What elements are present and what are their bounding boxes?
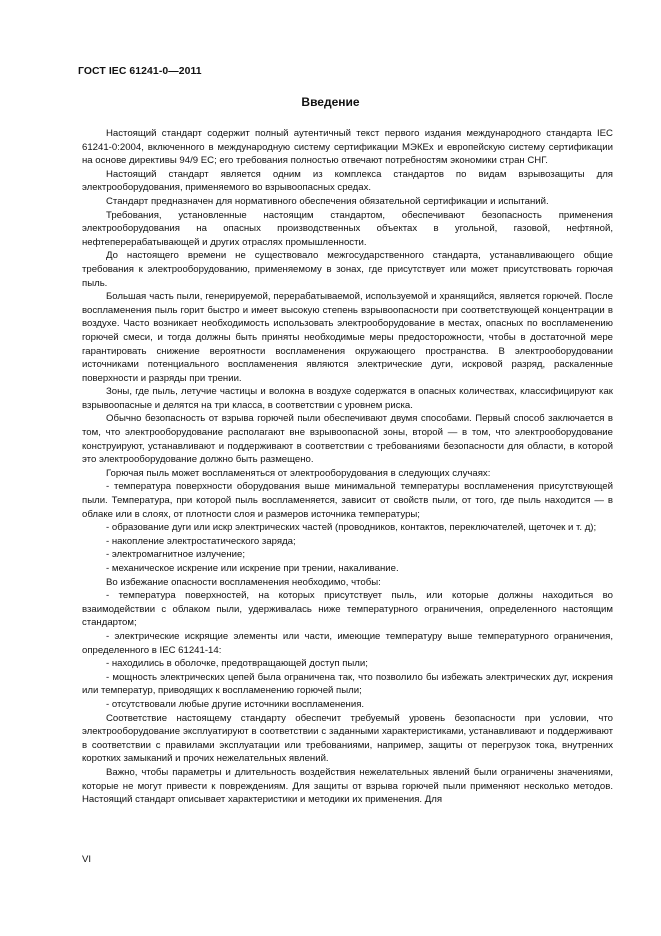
paragraph: Настоящий стандарт является одним из комплекса стандартов по видам взрывозащиты для электрооборудования, применяемого во взрывоопасных средах. [82, 168, 613, 194]
paragraph: Стандарт предназначен для нормативного обеспечения обязательной сертификации и испытаний. [106, 195, 549, 207]
list-item: - температура поверхности оборудования выше минимальной температуры воспламенения присутствующей пыли. Температура, при которой пыль воспламеняется, зависит от свойств пыли, от того, где пыль находится — в облаке или в слоях, от плотности слоя и размеров источника температуры; [82, 481, 613, 520]
list-item: - образование дуги или искр электрических частей (проводников, контактов, переключателей, щеточек и т. д); [106, 522, 597, 534]
paragraph: Во избежание опасности воспламенения необходимо, чтобы: [106, 576, 381, 588]
list-item: - отсутствовали любые другие источники воспламенения. [106, 698, 365, 710]
list-item: - накопление электростатического заряда; [106, 535, 296, 547]
list-item: - температура поверхностей, на которых присутствует пыль, или которые должны находиться во взаимодействии с облаком пыли, удерживалась ниже температурного ограничения, определенного настоящим стандартом; [82, 590, 613, 629]
paragraph: Горючая пыль может воспламеняться от электрооборудования в следующих случаях: [106, 467, 491, 479]
paragraph: До настоящего времени не существовало межгосударственного стандарта, устанавливающего общие требования к электрооборудованию, применяемому в зонах, где присутствует или может присутствовать горючая пыль. [82, 250, 613, 289]
paragraph: Соответствие настоящему стандарту обеспечит требуемый уровень безопасности при условии, что электрооборудование эксплуатируют в соответствии с заданными характеристиками, устанавливают и поддерживают в соответствии с правилами эксплуатации или требованиями, например, защиты от перегрузок тока, внутренних коротких замыканий и прочих нежелательных явлений. [82, 712, 613, 765]
paragraph: Зоны, где пыль, летучие частицы и волокна в воздухе содержатся в опасных количествах, классифицируют как взрывоопасные и делятся на три класса, в соответствии с уровнем риска. [82, 386, 613, 411]
page-number: VI [82, 854, 92, 865]
list-item: - мощность электрических цепей была ограничена так, что позволило бы избежать электрических дуг, искрения или температур, приводящих к воспламенению горючей пыли; [82, 671, 613, 697]
section-title: Введение [301, 95, 360, 109]
list-item: - находились в оболочке, предотвращающей доступ пыли; [106, 658, 368, 670]
paragraph: Требования, установленные настоящим стандартом, обеспечивают безопасность применения электрооборудования на опасных производственных объектах в угольной, газовой, нефтяной, нефтеперерабатывающей и других отраслях промышленности. [82, 209, 613, 248]
list-item: - электромагнитное излучение; [106, 549, 246, 561]
paragraph: Важно, чтобы параметры и длительность воздействия нежелательных явлений были ограничены значениями, которые не могут привести к повреждениям. Для защиты от взрыва горючей пыли применяют несколько методов. Настоящий стандарт описывает характеристики и методики их применения. Для [82, 766, 613, 806]
paragraph: Обычно безопасность от взрыва горючей пыли обеспечивают двумя способами. Первый способ заключается в том, что электрооборудование располагают вне взрывоопасной зоны, второй — в том, что электрооборудование конструируют, устанавливают и поддерживают в соответствии с требованиями безопасности для области, в которой это электрооборудование должно быть размещено. [82, 413, 613, 466]
list-item: - электрические искрящие элементы или части, имеющие температуру выше температурного ограничения, определенного в IEC 61241-14: [82, 630, 613, 656]
document-header: ГОСТ IEC 61241-0—2011 [78, 66, 202, 77]
list-item: - механическое искрение или искрение при трении, накаливание. [106, 563, 399, 574]
paragraph: Большая часть пыли, генерируемой, перерабатываемой, используемой и хранящийся, является горючей. После воспламенения пыль горит быстро и имеет высокую степень взрывоопасности при соответствующей концентрации в воздухе. Часто возникает необходимость использовать электрооборудование в местах, опасных по воспламенению горючей смеси, и тогда должны быть приняты необходимые меры предосторожности, чтобы в достаточной мере гарантировать снижение вероятности воспламенения окружающего пространства. В электрооборудовании источниками потенциального воспламенения являются электрические дуги, искровой разряд, раскаленные поверхности и разряды при трении. [82, 291, 613, 384]
document-body [82, 127, 613, 807]
paragraph: Настоящий стандарт содержит полный аутентичный текст первого издания международного стандарта IEC 61241-0:2004, включенного в международную систему сертификации МЭКЕх и европейскую систему сертификации на основе директивы 94/9 ЕС; его требования полностью отвечают потребностям экономики стран СНГ. [82, 128, 613, 167]
